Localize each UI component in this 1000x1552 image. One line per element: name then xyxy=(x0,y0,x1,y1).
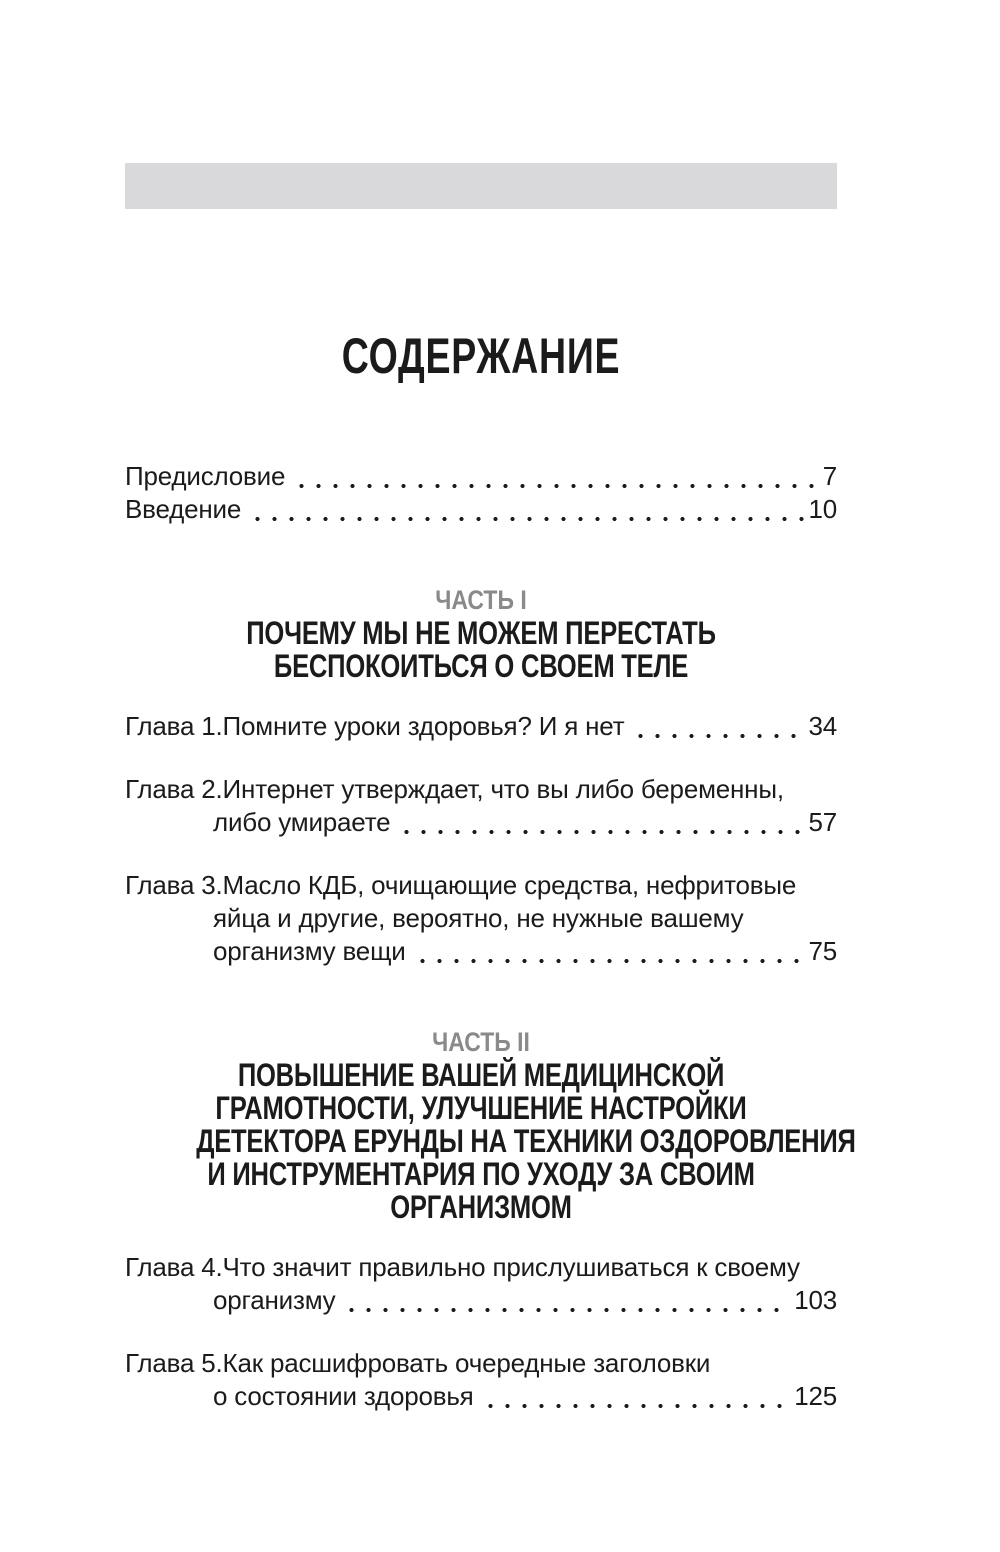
toc-entry-page: 10 xyxy=(808,494,837,524)
part-title-line: ПОВЫШЕНИЕ ВАШЕЙ МЕДИЦИНСКОЙ xyxy=(237,1057,725,1093)
dot-leader xyxy=(249,493,804,526)
chapter-entry xyxy=(125,710,837,743)
chapter-text: о состоянии здоровья xyxy=(213,1381,474,1411)
chapter-text: Помните уроки здоровья? И я нет xyxy=(222,711,625,741)
chapter-line xyxy=(125,935,837,968)
part-title xyxy=(196,1057,856,1225)
chapter-text: либо умираете xyxy=(213,807,391,837)
toc-entry xyxy=(125,460,837,493)
part-kicker: ЧАСТЬ II xyxy=(432,1027,530,1057)
chapter-label: Глава 3. xyxy=(125,870,223,900)
chapter-page: 57 xyxy=(808,807,837,837)
front-matter-list xyxy=(125,460,837,526)
chapter-text: организму вещи xyxy=(213,936,406,966)
toc-entry xyxy=(125,493,837,526)
dot-leader xyxy=(632,710,804,743)
chapter-entry xyxy=(125,1347,837,1413)
dot-leader xyxy=(343,1284,790,1317)
chapter-line xyxy=(125,902,837,935)
toc-entry-label: Предисловие xyxy=(125,461,286,491)
dot-leader xyxy=(414,935,805,968)
header-bar xyxy=(125,163,837,209)
part-section xyxy=(125,1026,856,1413)
chapter-page: 34 xyxy=(808,711,837,741)
dot-leader xyxy=(482,1380,791,1413)
dot-leader xyxy=(293,460,818,493)
chapter-line xyxy=(125,806,837,839)
part-section xyxy=(125,584,837,968)
part-title-line: ГРАМОТНОСТИ, УЛУЧШЕНИЕ НАСТРОЙКИ xyxy=(215,1090,747,1126)
part-title-line: БЕСПОКОИТЬСЯ О СВОЕМ ТЕЛЕ xyxy=(273,648,689,684)
chapter-text: организму xyxy=(213,1285,336,1315)
part-title-line: ОРГАНИЗМОМ xyxy=(390,1189,572,1225)
chapter-entry xyxy=(125,773,837,839)
chapter-text: яйца и другие, вероятно, не нужные вашему xyxy=(213,903,744,933)
chapter-line xyxy=(125,869,837,902)
chapter-label: Глава 5. xyxy=(125,1348,223,1378)
chapter-page: 125 xyxy=(794,1381,837,1411)
page-title: СОДЕРЖАНИЕ xyxy=(341,328,621,384)
dot-leader xyxy=(398,806,804,839)
parts-container xyxy=(125,584,856,1413)
chapter-line xyxy=(125,1347,837,1380)
toc-entry-page: 7 xyxy=(822,461,837,491)
chapter-line xyxy=(125,1284,837,1317)
part-title-line: И ИНСТРУМЕНТАРИЯ ПО УХОДУ ЗА СВОИМ xyxy=(207,1156,755,1192)
chapter-page: 103 xyxy=(794,1285,837,1315)
chapter-entry xyxy=(125,1251,837,1317)
chapter-line xyxy=(125,1251,837,1284)
chapter-label: Глава 1. xyxy=(125,711,223,741)
chapter-label: Глава 4. xyxy=(125,1252,223,1282)
chapter-text: Как расшифровать очередные заголовки xyxy=(222,1348,711,1378)
chapter-line xyxy=(125,710,837,743)
chapter-line xyxy=(125,773,837,806)
toc-entry-label: Введение xyxy=(125,494,242,524)
content-column xyxy=(125,0,856,1413)
part-title-line: ДЕТЕКТОРА ЕРУНДЫ НА ТЕХНИКИ ОЗДОРОВЛЕНИЯ xyxy=(196,1123,856,1159)
chapter-text: Что значит правильно прислушиваться к своему xyxy=(222,1252,800,1282)
chapter-entry xyxy=(125,869,837,968)
chapter-text: Интернет утверждает, что вы либо беременны, xyxy=(222,774,784,804)
part-title-line: ПОЧЕМУ МЫ НЕ МОЖЕМ ПЕРЕСТАТЬ xyxy=(246,615,716,651)
chapter-text: Масло КДБ, очищающие средства, нефритовые xyxy=(222,870,797,900)
part-title xyxy=(196,617,766,683)
chapter-line xyxy=(125,1380,837,1413)
chapter-page: 75 xyxy=(808,936,837,966)
part-kicker: ЧАСТЬ I xyxy=(435,585,527,615)
chapter-label: Глава 2. xyxy=(125,774,223,804)
